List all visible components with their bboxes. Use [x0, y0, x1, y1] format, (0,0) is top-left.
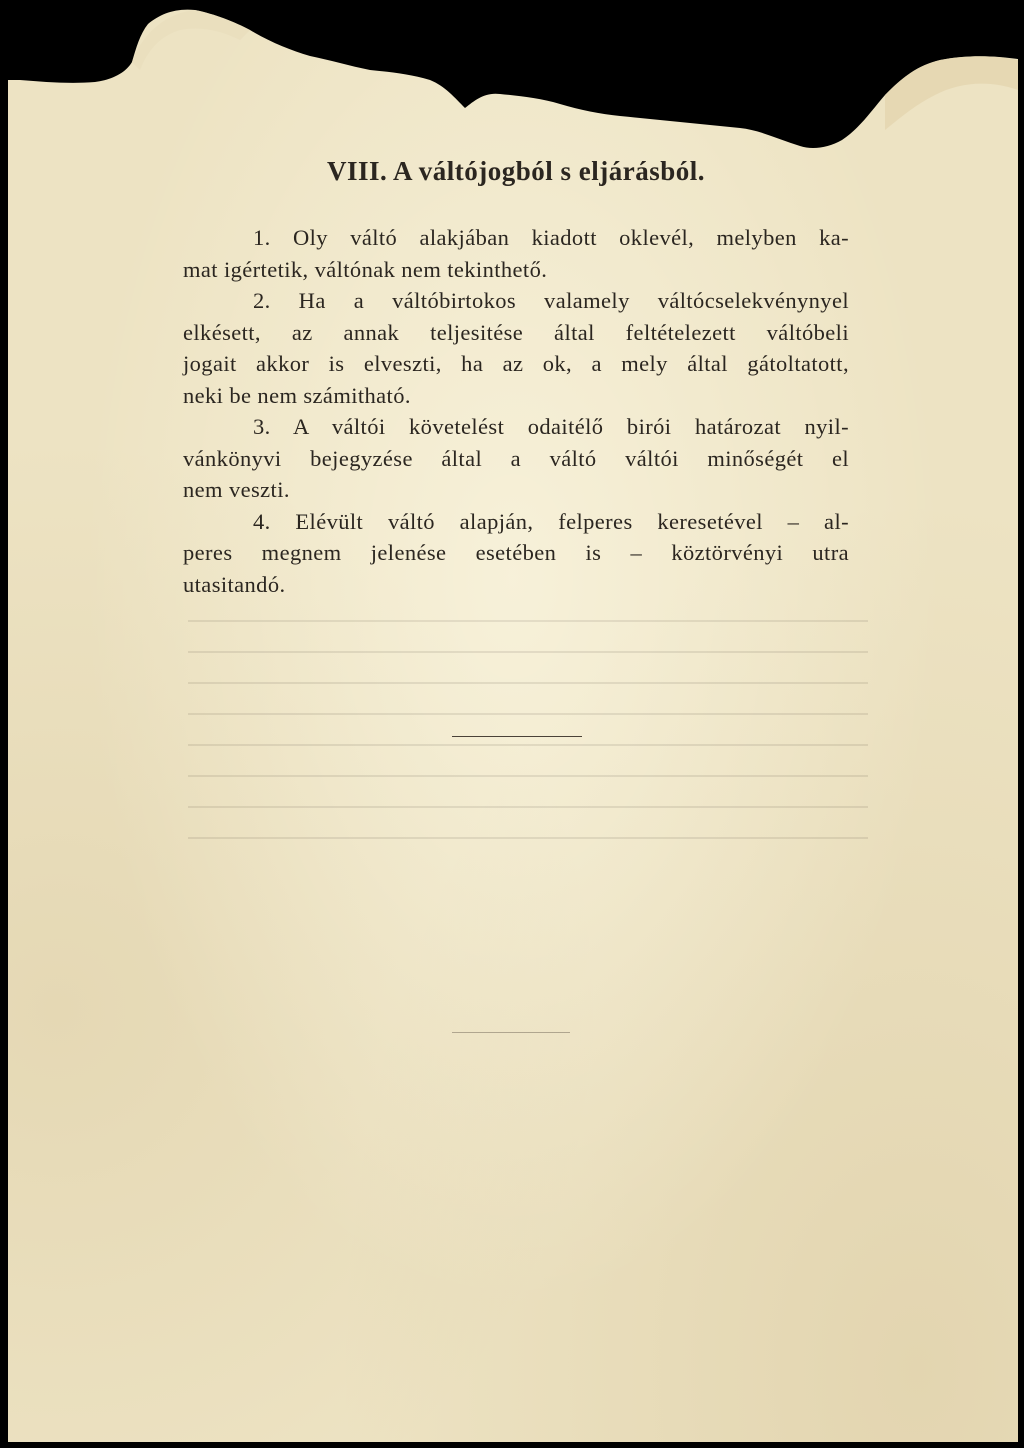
text-line: neki be nem számitható.: [183, 382, 411, 408]
text-line: 4. Elévült váltó alapján, felperes keresetével – al-: [253, 508, 849, 534]
text-line: jogait akkor is elveszti, ha az ok, a mely által gátoltatott,: [183, 351, 849, 376]
paper-sheet: [8, 0, 1018, 1442]
text-line: 2. Ha a váltóbirtokos valamely váltócselekvénynyel: [253, 288, 849, 313]
section-heading: VIII. A váltójogból s eljárásból.: [326, 156, 706, 186]
text-line: 3. A váltói követelést odaitélő birói határozat nyil-: [253, 414, 849, 439]
section-separator: [452, 736, 582, 737]
body-text: [183, 222, 849, 600]
text-line: 1. Oly váltó alakjában kiadott oklevél, melyben ka-: [253, 225, 849, 250]
text-line: vánkönyvi bejegyzése által a váltó váltói minőségét el: [183, 445, 849, 471]
text-line: elkésett, az annak teljesitése által feltételezett váltóbeli: [183, 319, 849, 345]
text-line: mat igértetik, váltónak nem tekinthető.: [183, 256, 548, 282]
bleed-through-text: [188, 620, 868, 890]
text-line: nem veszti.: [183, 477, 290, 502]
text-line: peres megnem jelenése esetében is – köztörvényi utra: [183, 540, 849, 565]
text-line: utasitandó.: [183, 571, 286, 597]
faint-rule: [452, 1032, 570, 1033]
